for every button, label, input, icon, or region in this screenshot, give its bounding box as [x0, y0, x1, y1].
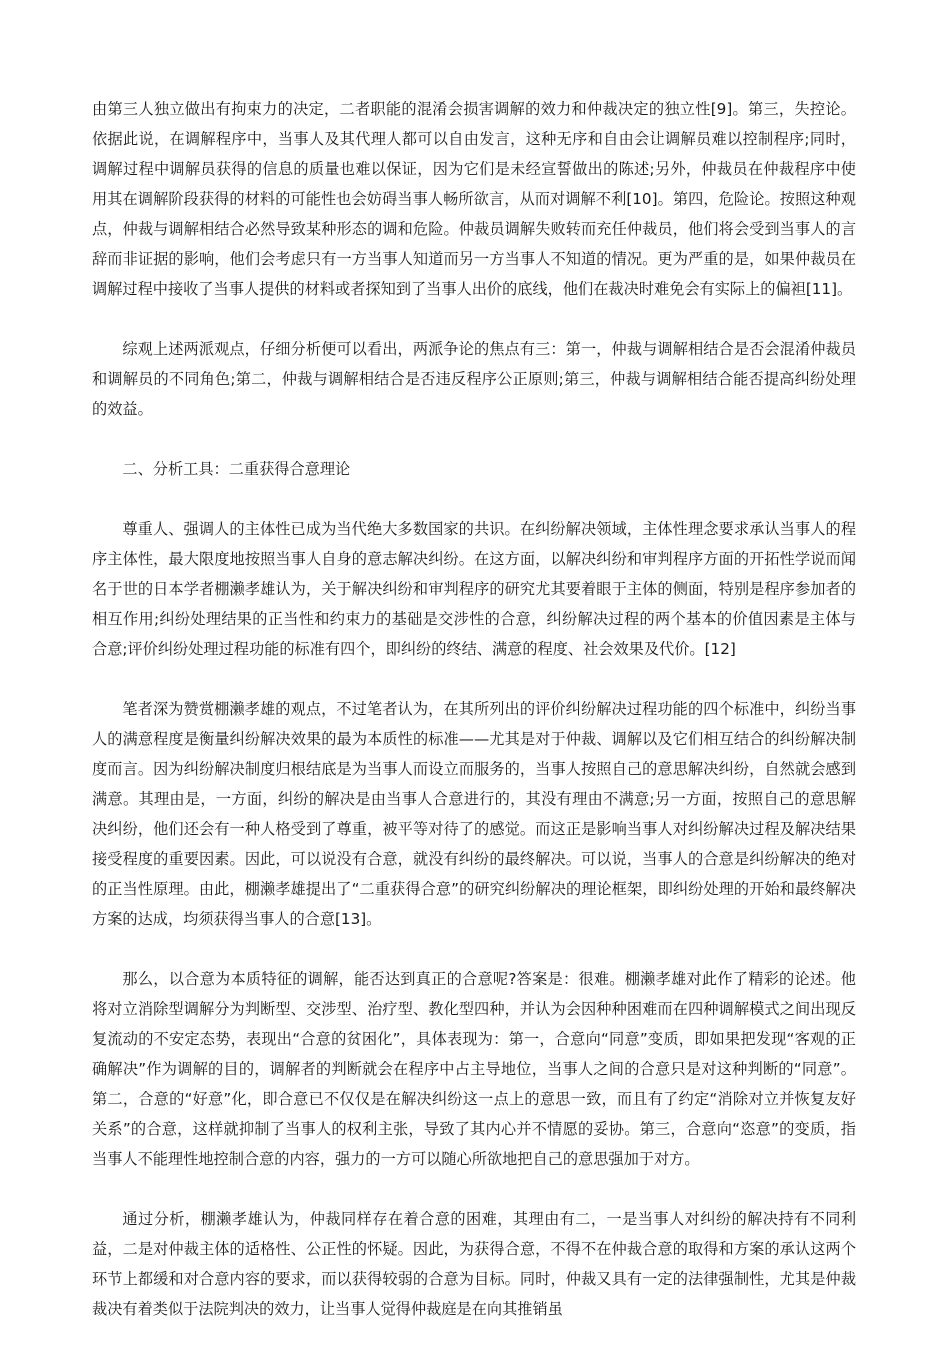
paragraph-arbitration-consensus: 通过分析，棚濑孝雄认为，仲裁同样存在着合意的困难，其理由有二，一是当事人对纠纷的解决持有不同利益，二是对仲裁主体的适格性、公正性的怀疑。因此，为获得合意，不得不在仲裁合意的取得和方案的承认这两个环节上都缓和对合意内容的要求，而以获得较弱的合意为目标。同时，仲裁又具有一定的法律强制性，尤其是仲裁裁决有着类似于法院判决的效力，让当事人觉得仲裁庭是在向其推销虽 [92, 1210, 856, 1318]
paragraph-summary-debate: 综观上述两派观点，仔细分析便可以看出，两派争论的焦点有三：第一，仲裁与调解相结合是否会混淆仲裁员和调解员的不同角色;第二，仲裁与调解相结合是否违反程序公正原则;第三，仲裁与调解相结合能否提高纠纷处理的效益。 [92, 340, 856, 418]
paragraph-subjectivity: 尊重人、强调人的主体性已成为当代绝大多数国家的共识。在纠纷解决领域，主体性理念要求承认当事人的程序主体性，最大限度地按照当事人自身的意志解决纠纷。在这方面，以解决纠纷和审判程序方面的开拓性学说而闻名于世的日本学者棚濑孝雄认为，关于解决纠纷和审判程序的研究尤其要着眼于主体的侧面，特别是程序参加者的相互作用;纠纷处理结果的正当性和约束力的基础是交涉性的合意，纠纷解决过程的两个基本的价值因素是主体与合意;评价纠纷处理过程功能的标准有四个，即纠纷的终结、满意的程度、社会效果及代价。[12] [92, 520, 856, 658]
section-heading: 二、分析工具：二重获得合意理论 [122, 460, 351, 478]
document-page [92, 94, 856, 1354]
paragraph-mediation-consensus: 那么，以合意为本质特征的调解，能否达到真正的合意呢?答案是：很难。棚濑孝雄对此作了精彩的论述。他将对立消除型调解分为判断型、交涉型、治疗型、教化型四种，并认为会因种种困难而在四种调解模式之间出现反复流动的不安定态势，表现出“合意的贫困化”，具体表现为：第一，合意向“同意”变质，即如果把发现“客观的正确解决”作为调解的目的，调解者的判断就会在程序中占主导地位，当事人之间的合意只是对这种判断的“同意”。第二，合意的“好意”化，即合意已不仅仅是在解决纠纷这一点上的意思一致，而且有了约定“消除对立并恢复友好关系”的合意，这样就抑制了当事人的权利主张，导致了其内心并不情愿的妥协。第三，合意向“恣意”的变质，指当事人不能理性地控制合意的内容，强力的一方可以随心所欲地把自己的意思强加于对方。 [92, 970, 856, 1168]
paragraph-author-view: 笔者深为赞赏棚濑孝雄的观点，不过笔者认为，在其所列出的评价纠纷解决过程功能的四个标准中，纠纷当事人的满意程度是衡量纠纷解决效果的最为本质性的标准——尤其是对于仲裁、调解以及它们相互结合的纠纷解决制度而言。因为纠纷解决制度归根结底是为当事人而设立而服务的，当事人按照自己的意思解决纠纷，自然就会感到满意。其理由是，一方面，纠纷的解决是由当事人合意进行的，其没有理由不满意;另一方面，按照自己的意思解决纠纷，他们还会有一种人格受到了尊重，被平等对待了的感觉。而这正是影响当事人对纠纷解决过程及解决结果接受程度的重要因素。因此，可以说没有合意，就没有纠纷的最终解决。可以说，当事人的合意是纠纷解决的绝对的正当性原理。由此，棚濑孝雄提出了“二重获得合意”的研究纠纷解决的理论框架，即纠纷处理的开始和最终解决方案的达成，均须获得当事人的合意[13]。 [92, 700, 856, 928]
paragraph-continuation: 由第三人独立做出有拘束力的决定，二者职能的混淆会损害调解的效力和仲裁决定的独立性[9]。第三，失控论。依据此说，在调解程序中，当事人及其代理人都可以自由发言，这种无序和自由会让调解员难以控制程序;同时，调解过程中调解员获得的信息的质量也难以保证，因为它们是未经宣誓做出的陈述;另外，仲裁员在仲裁程序中使用其在调解阶段获得的材料的可能性也会妨碍当事人畅所欲言，从而对调解不利[10]。第四，危险论。按照这种观点，仲裁与调解相结合必然导致某种形态的调和危险。仲裁员调解失败转而充任仲裁员，他们将会受到当事人的言辞而非证据的影响，他们会考虑只有一方当事人知道而另一方当事人不知道的情况。更为严重的是，如果仲裁员在调解过程中接收了当事人提供的材料或者探知到了当事人出价的底线，他们在裁决时难免会有实际上的偏袒[11]。 [92, 100, 856, 298]
